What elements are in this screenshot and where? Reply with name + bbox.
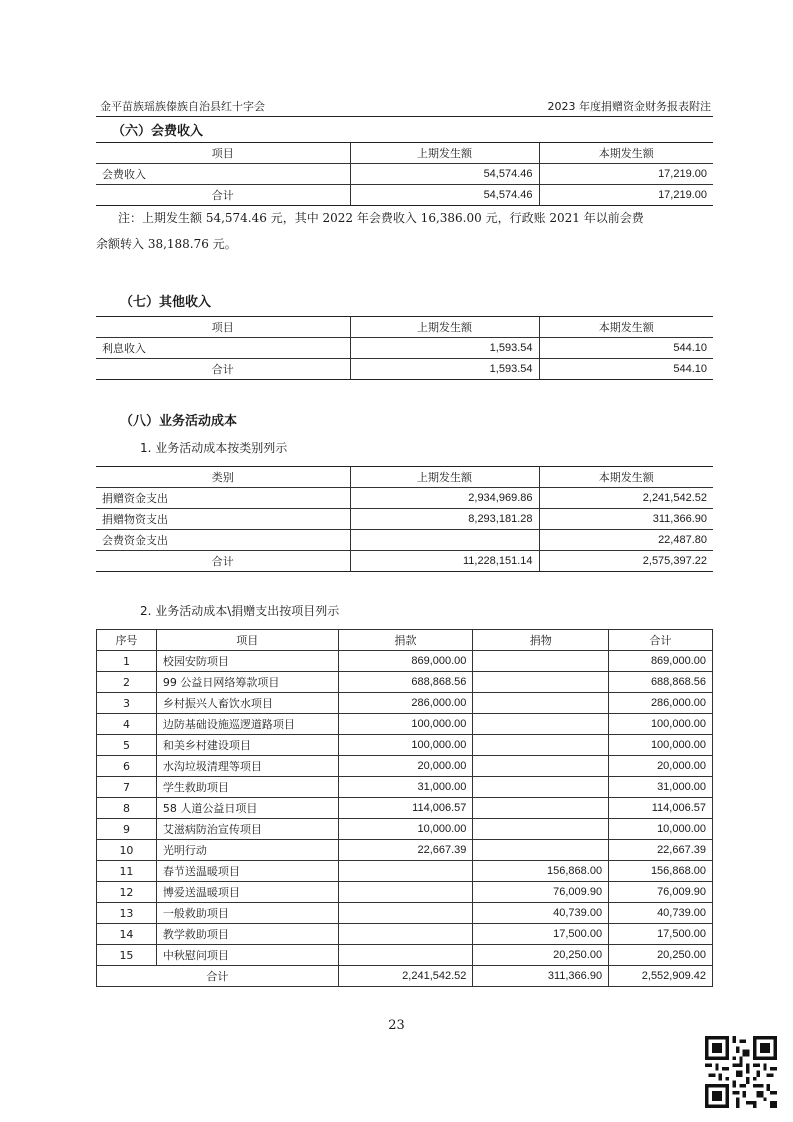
cash-donation	[338, 924, 473, 945]
column-header: 上期发生额	[350, 467, 539, 488]
row-label: 合计	[96, 551, 350, 572]
column-header: 本期发生额	[539, 317, 713, 338]
prior-period-amount: 54,574.46	[350, 164, 539, 185]
table-row	[97, 798, 713, 819]
cash-donation	[338, 882, 473, 903]
table-row	[97, 861, 713, 882]
row-total: 20,250.00	[609, 945, 713, 966]
prior-period-amount: 54,574.46	[350, 185, 539, 206]
cash-donation	[338, 903, 473, 924]
row-total: 17,500.00	[609, 924, 713, 945]
row-index: 15	[97, 945, 157, 966]
cash-donation	[338, 945, 473, 966]
row-total: 76,009.90	[609, 882, 713, 903]
current-period-amount: 311,366.90	[539, 509, 713, 530]
table-row	[97, 651, 713, 672]
column-header: 本期发生额	[539, 467, 713, 488]
column-header: 项目	[156, 630, 338, 651]
table-row	[96, 488, 713, 509]
project-name: 乡村振兴人畜饮水项目	[156, 693, 338, 714]
row-index: 2	[97, 672, 157, 693]
row-index: 10	[97, 840, 157, 861]
column-header: 项目	[96, 317, 350, 338]
row-label: 合计	[96, 359, 350, 380]
column-header: 本期发生额	[539, 143, 713, 164]
row-total: 869,000.00	[609, 651, 713, 672]
other-income-table	[96, 316, 713, 380]
row-label: 捐赠资金支出	[96, 488, 350, 509]
row-index: 14	[97, 924, 157, 945]
table-row	[97, 903, 713, 924]
prior-period-amount: 1,593.54	[350, 338, 539, 359]
column-header: 上期发生额	[350, 143, 539, 164]
row-index: 12	[97, 882, 157, 903]
cash-donation: 286,000.00	[338, 693, 473, 714]
table-row	[97, 945, 713, 966]
cash-donation: 688,868.56	[338, 672, 473, 693]
subsection-1-title: 1. 业务活动成本按类别列示	[140, 441, 288, 455]
table-row	[97, 735, 713, 756]
in-kind-donation	[473, 735, 609, 756]
row-index: 1	[97, 651, 157, 672]
table-row	[97, 672, 713, 693]
cash-donation: 20,000.00	[338, 756, 473, 777]
row-index: 3	[97, 693, 157, 714]
cost-by-project-table	[96, 629, 713, 987]
column-header: 上期发生额	[350, 317, 539, 338]
row-label: 利息收入	[96, 338, 350, 359]
total-row	[96, 185, 713, 206]
project-name: 99 公益日网络筹款项目	[156, 672, 338, 693]
current-period-amount: 2,241,542.52	[539, 488, 713, 509]
column-header: 捐物	[473, 630, 609, 651]
row-index: 9	[97, 819, 157, 840]
total-row	[96, 551, 713, 572]
project-name: 58 人道公益日项目	[156, 798, 338, 819]
column-header: 捐款	[338, 630, 473, 651]
row-total: 114,006.57	[609, 798, 713, 819]
project-name: 边防基础设施巡逻道路项目	[156, 714, 338, 735]
row-index: 5	[97, 735, 157, 756]
in-kind-donation: 311,366.90	[473, 966, 609, 987]
table-row	[97, 882, 713, 903]
row-total: 31,000.00	[609, 777, 713, 798]
cash-donation: 100,000.00	[338, 735, 473, 756]
in-kind-donation	[473, 798, 609, 819]
prior-period-amount: 11,228,151.14	[350, 551, 539, 572]
row-index: 6	[97, 756, 157, 777]
row-label: 合计	[96, 185, 350, 206]
current-period-amount: 17,219.00	[539, 164, 713, 185]
project-name: 博爱送温暖项目	[156, 882, 338, 903]
row-label: 捐赠物资支出	[96, 509, 350, 530]
row-label: 合计	[97, 966, 339, 987]
current-period-amount: 2,575,397.22	[539, 551, 713, 572]
project-name: 中秋慰问项目	[156, 945, 338, 966]
total-row	[96, 359, 713, 380]
row-total: 22,667.39	[609, 840, 713, 861]
in-kind-donation	[473, 756, 609, 777]
prior-period-amount	[350, 530, 539, 551]
row-index: 8	[97, 798, 157, 819]
in-kind-donation	[473, 693, 609, 714]
column-header: 序号	[97, 630, 157, 651]
table-header-row	[96, 467, 713, 488]
row-total: 40,739.00	[609, 903, 713, 924]
project-name: 教学救助项目	[156, 924, 338, 945]
in-kind-donation: 76,009.90	[473, 882, 609, 903]
current-period-amount: 17,219.00	[539, 185, 713, 206]
table-header-row	[96, 317, 713, 338]
table-row	[97, 756, 713, 777]
in-kind-donation: 156,868.00	[473, 861, 609, 882]
cash-donation: 31,000.00	[338, 777, 473, 798]
in-kind-donation: 40,739.00	[473, 903, 609, 924]
row-total: 2,552,909.42	[609, 966, 713, 987]
row-total: 20,000.00	[609, 756, 713, 777]
section-7-title: （七）其他收入	[120, 295, 212, 310]
row-total: 100,000.00	[609, 714, 713, 735]
table-row	[96, 338, 713, 359]
prior-period-amount: 8,293,181.28	[350, 509, 539, 530]
cash-donation: 2,241,542.52	[338, 966, 473, 987]
row-total: 10,000.00	[609, 819, 713, 840]
row-total: 688,868.56	[609, 672, 713, 693]
row-index: 4	[97, 714, 157, 735]
in-kind-donation	[473, 672, 609, 693]
cash-donation: 100,000.00	[338, 714, 473, 735]
in-kind-donation: 17,500.00	[473, 924, 609, 945]
section-6-title: （六）会费收入	[112, 124, 204, 139]
project-name: 校园安防项目	[156, 651, 338, 672]
table-row	[96, 509, 713, 530]
row-label: 会费资金支出	[96, 530, 350, 551]
prior-period-amount: 2,934,969.86	[350, 488, 539, 509]
in-kind-donation	[473, 777, 609, 798]
project-name: 水沟垃圾清理等项目	[156, 756, 338, 777]
in-kind-donation: 20,250.00	[473, 945, 609, 966]
note-line-1: 注：上期发生额 54,574.46 元，其中 2022 年会费收入 16,386.00 元，行政账 2021 年以前会费	[118, 211, 644, 225]
row-total: 286,000.00	[609, 693, 713, 714]
membership-fee-table	[96, 142, 713, 206]
table-row	[97, 714, 713, 735]
header-organization: 金平苗族瑶族傣族自治县红十字会	[100, 100, 265, 113]
current-period-amount: 544.10	[539, 359, 713, 380]
table-header-row	[97, 630, 713, 651]
row-total: 156,868.00	[609, 861, 713, 882]
note-line-2: 余额转入 38,188.76 元。	[96, 237, 237, 251]
section-8-title: （八）业务活动成本	[120, 414, 238, 429]
cost-by-category-table	[96, 466, 713, 572]
table-row	[97, 819, 713, 840]
project-name: 春节送温暖项目	[156, 861, 338, 882]
column-header: 类别	[96, 467, 350, 488]
row-index: 13	[97, 903, 157, 924]
in-kind-donation	[473, 714, 609, 735]
in-kind-donation	[473, 651, 609, 672]
row-label: 会费收入	[96, 164, 350, 185]
table-row	[97, 777, 713, 798]
current-period-amount: 544.10	[539, 338, 713, 359]
table-row	[96, 164, 713, 185]
project-name: 学生救助项目	[156, 777, 338, 798]
column-header: 项目	[96, 143, 350, 164]
cash-donation: 869,000.00	[338, 651, 473, 672]
column-header: 合计	[609, 630, 713, 651]
table-header-row	[96, 143, 713, 164]
in-kind-donation	[473, 840, 609, 861]
subsection-2-title: 2. 业务活动成本\捐赠支出按项目列示	[140, 604, 340, 618]
row-index: 11	[97, 861, 157, 882]
qr-code-icon	[705, 1036, 777, 1108]
prior-period-amount: 1,593.54	[350, 359, 539, 380]
table-row	[97, 840, 713, 861]
row-index: 7	[97, 777, 157, 798]
cash-donation: 114,006.57	[338, 798, 473, 819]
row-total: 100,000.00	[609, 735, 713, 756]
table-row	[97, 924, 713, 945]
project-name: 艾滋病防治宣传项目	[156, 819, 338, 840]
header-document-title: 2023 年度捐赠资金财务报表附注	[547, 100, 711, 113]
page-number: 23	[388, 1018, 405, 1033]
in-kind-donation	[473, 819, 609, 840]
current-period-amount: 22,487.80	[539, 530, 713, 551]
header-rule	[96, 116, 713, 117]
table-row	[97, 693, 713, 714]
project-name: 光明行动	[156, 840, 338, 861]
total-row	[97, 966, 713, 987]
project-name: 一般救助项目	[156, 903, 338, 924]
cash-donation	[338, 861, 473, 882]
cash-donation: 10,000.00	[338, 819, 473, 840]
table-row	[96, 530, 713, 551]
cash-donation: 22,667.39	[338, 840, 473, 861]
project-name: 和美乡村建设项目	[156, 735, 338, 756]
